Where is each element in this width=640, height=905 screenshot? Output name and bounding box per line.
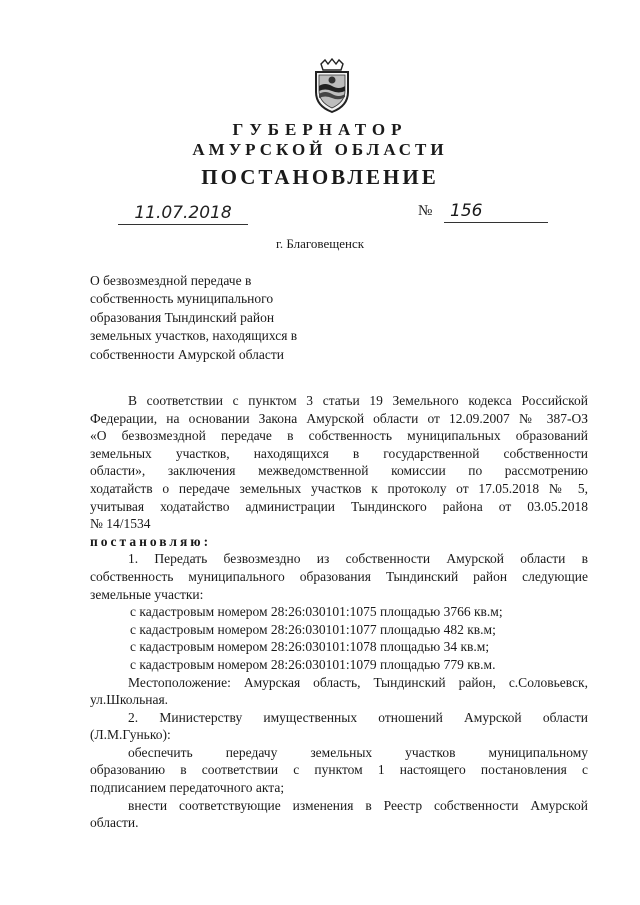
preamble-line: № 14/1534 — [90, 516, 151, 532]
ensure-line: обеспечить передачу земельных участков муниципальному — [128, 744, 588, 760]
register-line: области. — [90, 815, 139, 831]
parcel-line: с кадастровым номером 28:26:030101:1079 площадью 779 кв.м. — [130, 656, 496, 672]
title-region: АМУРСКОЙ ОБЛАСТИ — [192, 140, 448, 159]
item2-line: (Л.М.Гунько): — [90, 727, 171, 743]
title-governor: ГУБЕРНАТОР — [232, 120, 408, 139]
item1-line: собственность муниципального образования Тындинский район следующие — [90, 568, 588, 584]
number-label: № — [418, 203, 433, 219]
ensure-line: подписанием передаточного акта; — [90, 780, 285, 796]
item2-line: 2. Министерству имущественных отношений Амурской области — [128, 709, 588, 725]
parcel-line: с кадастровым номером 28:26:030101:1077 площадью 482 кв.м; — [130, 621, 496, 637]
decree-word: постановляю: — [90, 533, 212, 549]
ensure-line: образованию в соответствии с пунктом 1 настоящего постановления с — [90, 762, 588, 778]
preamble-line: ходатайств о передаче земельных участков к протоколу от 17.05.2018 № 5, — [90, 480, 588, 496]
document-type: ПОСТАНОВЛЕНИЕ — [201, 165, 439, 189]
subject-line: собственность муниципального — [90, 291, 274, 307]
subject-line: собственности Амурской области — [90, 346, 284, 362]
preamble-line: учитывая ходатайство администрации Тындинского района от 03.05.2018 — [90, 498, 588, 514]
register-line: внести соответствующие изменения в Реестр собственности Амурской — [128, 797, 588, 813]
document-body — [90, 392, 588, 832]
parcel-line: с кадастровым номером 28:26:030101:1078 площадью 34 кв.м; — [130, 639, 490, 655]
preamble-line: В соответствии с пунктом 3 статьи 19 Земельного кодекса Российской — [128, 393, 588, 408]
preamble-line: земельных участков, находящихся в государственной собственности — [90, 445, 588, 461]
preamble-line: области», заключения межведомственной комиссии по рассмотрению — [90, 463, 588, 479]
preamble-line: Федерации, на основании Закона Амурской области от 12.09.2007 № 387-ОЗ — [90, 410, 588, 426]
item1-line: земельные участки: — [90, 586, 204, 602]
location-line: ул.Школьная. — [90, 692, 169, 708]
subject-line: образования Тындинский район — [90, 309, 275, 325]
item1-line: 1. Передать безвозмездно из собственности Амурской области в — [128, 551, 588, 567]
coat-of-arms-icon — [311, 58, 353, 114]
parcel-line: с кадастровым номером 28:26:030101:1075 площадью 3766 кв.м; — [130, 604, 503, 620]
location-line: Местоположение: Амурская область, Тындинский район, с.Соловьевск, — [128, 674, 588, 690]
subject-line: земельных участков, находящихся в — [90, 328, 298, 344]
preamble-line: «О безвозмездной передаче в собственность муниципальных образований — [90, 428, 588, 444]
document-date: 11.07.2018 — [118, 202, 248, 225]
document-subject — [90, 272, 340, 364]
document-number: 156 — [444, 200, 548, 223]
city-line: г. Благовещенск — [275, 236, 365, 251]
subject-line: О безвозмездной передаче в — [90, 273, 252, 288]
